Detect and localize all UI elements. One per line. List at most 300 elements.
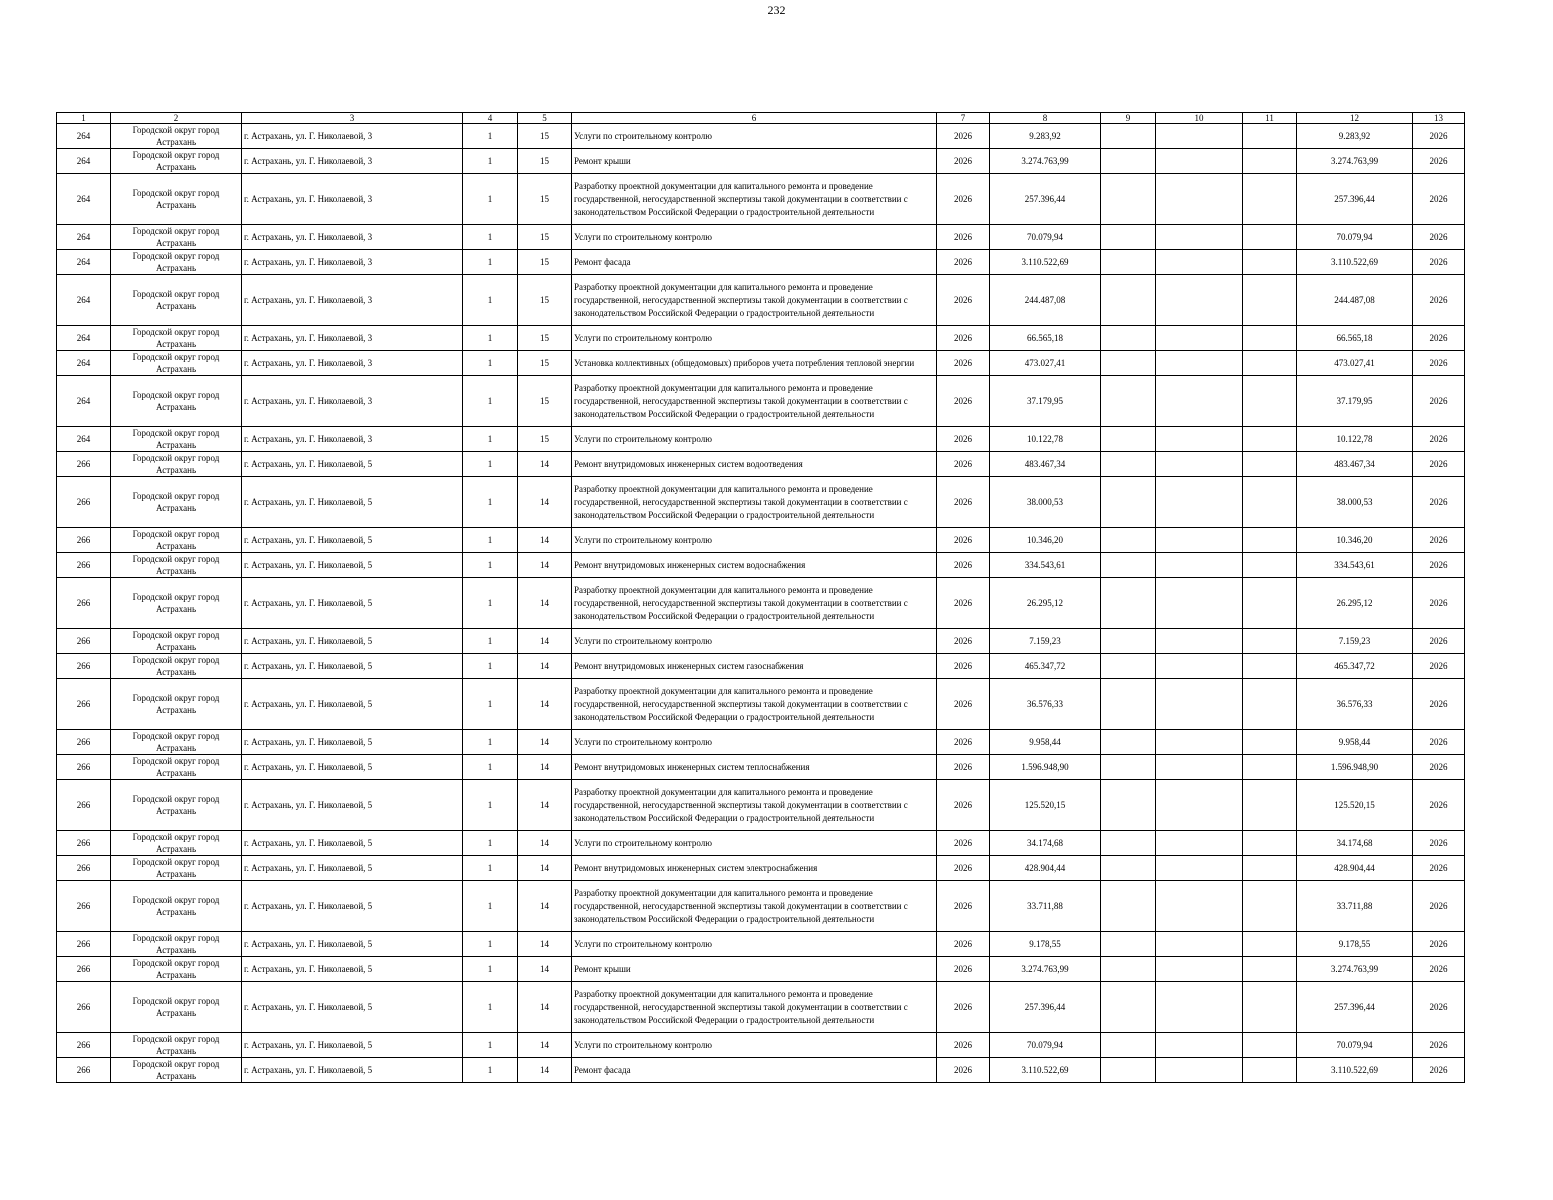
address-cell: г. Астрахань, ул. Г. Николаевой, 3 (242, 174, 463, 225)
row-number-cell: 266 (57, 1058, 111, 1083)
col11-cell (1243, 957, 1297, 982)
year-cell: 2026 (937, 831, 990, 856)
year-cell: 2026 (937, 654, 990, 679)
year-cell: 2026 (937, 275, 990, 326)
col4-cell: 1 (463, 755, 518, 780)
col4-cell: 1 (463, 679, 518, 730)
cost-cell: 10.122,78 (990, 427, 1101, 452)
total-cell: 473.027,41 (1297, 351, 1413, 376)
municipality-cell: Городской округ город Астрахань (111, 957, 242, 982)
col10-cell (1156, 250, 1243, 275)
year-cell: 2026 (937, 452, 990, 477)
col9-cell (1101, 427, 1156, 452)
col10-cell (1156, 149, 1243, 174)
table-body (57, 113, 1465, 1083)
header-cell: 4 (463, 113, 518, 124)
address-cell: г. Астрахань, ул. Г. Николаевой, 5 (242, 957, 463, 982)
work-type-cell: Услуги по строительному контролю (572, 225, 937, 250)
header-cell: 8 (990, 113, 1101, 124)
year-cell: 2026 (937, 528, 990, 553)
deadline-cell: 2026 (1413, 225, 1465, 250)
total-cell: 34.174,68 (1297, 831, 1413, 856)
cost-cell: 66.565,18 (990, 326, 1101, 351)
deadline-cell: 2026 (1413, 149, 1465, 174)
col10-cell (1156, 982, 1243, 1033)
table-row (57, 856, 1465, 881)
table-row (57, 578, 1465, 629)
address-cell: г. Астрахань, ул. Г. Николаевой, 5 (242, 528, 463, 553)
total-cell: 257.396,44 (1297, 174, 1413, 225)
cost-cell: 9.178,55 (990, 932, 1101, 957)
table-row (57, 225, 1465, 250)
row-number-cell: 266 (57, 780, 111, 831)
row-number-cell: 266 (57, 528, 111, 553)
col11-cell (1243, 881, 1297, 932)
deadline-cell: 2026 (1413, 730, 1465, 755)
row-number-cell: 266 (57, 578, 111, 629)
row-number-cell: 264 (57, 427, 111, 452)
col5-cell: 14 (518, 831, 572, 856)
col4-cell: 1 (463, 376, 518, 427)
work-type-cell: Услуги по строительному контролю (572, 124, 937, 149)
municipality-cell: Городской округ город Астрахань (111, 174, 242, 225)
col5-cell: 14 (518, 982, 572, 1033)
cost-cell: 257.396,44 (990, 982, 1101, 1033)
row-number-cell: 264 (57, 250, 111, 275)
table-row (57, 528, 1465, 553)
col11-cell (1243, 629, 1297, 654)
total-cell: 10.346,20 (1297, 528, 1413, 553)
col9-cell (1101, 1033, 1156, 1058)
col4-cell: 1 (463, 957, 518, 982)
deadline-cell: 2026 (1413, 629, 1465, 654)
col4-cell: 1 (463, 856, 518, 881)
total-cell: 125.520,15 (1297, 780, 1413, 831)
col4-cell: 1 (463, 174, 518, 225)
col9-cell (1101, 225, 1156, 250)
address-cell: г. Астрахань, ул. Г. Николаевой, 3 (242, 225, 463, 250)
col10-cell (1156, 856, 1243, 881)
col9-cell (1101, 452, 1156, 477)
work-type-cell: Разработку проектной документации для капитального ремонта и проведение государственной, негосударственной экспертизы такой документации в соответствии с законодательством Российской Федерации о градостроительной деятельности (572, 477, 937, 528)
cost-cell: 3.110.522,69 (990, 1058, 1101, 1083)
col5-cell: 14 (518, 881, 572, 932)
col10-cell (1156, 553, 1243, 578)
deadline-cell: 2026 (1413, 174, 1465, 225)
col11-cell (1243, 225, 1297, 250)
col5-cell: 14 (518, 679, 572, 730)
total-cell: 9.283,92 (1297, 124, 1413, 149)
total-cell: 1.596.948,90 (1297, 755, 1413, 780)
col11-cell (1243, 250, 1297, 275)
col11-cell (1243, 1033, 1297, 1058)
year-cell: 2026 (937, 780, 990, 831)
col10-cell (1156, 275, 1243, 326)
table-row (57, 1033, 1465, 1058)
address-cell: г. Астрахань, ул. Г. Николаевой, 5 (242, 881, 463, 932)
row-number-cell: 266 (57, 452, 111, 477)
table-row (57, 477, 1465, 528)
col9-cell (1101, 1058, 1156, 1083)
cost-cell: 70.079,94 (990, 225, 1101, 250)
table-row (57, 982, 1465, 1033)
row-number-cell: 266 (57, 957, 111, 982)
work-type-cell: Ремонт внутридомовых инженерных систем водоснабжения (572, 553, 937, 578)
col5-cell: 14 (518, 654, 572, 679)
cost-cell: 34.174,68 (990, 831, 1101, 856)
work-type-cell: Разработку проектной документации для капитального ремонта и проведение государственной, негосударственной экспертизы такой документации в соответствии с законодательством Российской Федерации о градостроительной деятельности (572, 174, 937, 225)
col5-cell: 14 (518, 452, 572, 477)
col9-cell (1101, 174, 1156, 225)
total-cell: 3.110.522,69 (1297, 250, 1413, 275)
col11-cell (1243, 654, 1297, 679)
municipality-cell: Городской округ город Астрахань (111, 477, 242, 528)
year-cell: 2026 (937, 351, 990, 376)
municipality-cell: Городской округ город Астрахань (111, 654, 242, 679)
total-cell: 3.274.763,99 (1297, 957, 1413, 982)
col5-cell: 15 (518, 225, 572, 250)
col4-cell: 1 (463, 982, 518, 1033)
col5-cell: 14 (518, 553, 572, 578)
table-row (57, 149, 1465, 174)
col11-cell (1243, 452, 1297, 477)
year-cell: 2026 (937, 629, 990, 654)
row-number-cell: 264 (57, 376, 111, 427)
table-row (57, 629, 1465, 654)
municipality-cell: Городской округ город Астрахань (111, 578, 242, 629)
address-cell: г. Астрахань, ул. Г. Николаевой, 5 (242, 553, 463, 578)
address-cell: г. Астрахань, ул. Г. Николаевой, 5 (242, 831, 463, 856)
year-cell: 2026 (937, 250, 990, 275)
col9-cell (1101, 578, 1156, 629)
header-cell: 10 (1156, 113, 1243, 124)
total-cell: 10.122,78 (1297, 427, 1413, 452)
row-number-cell: 266 (57, 755, 111, 780)
col10-cell (1156, 124, 1243, 149)
row-number-cell: 266 (57, 856, 111, 881)
address-cell: г. Астрахань, ул. Г. Николаевой, 3 (242, 427, 463, 452)
row-number-cell: 266 (57, 1033, 111, 1058)
table-row (57, 250, 1465, 275)
col5-cell: 14 (518, 957, 572, 982)
table-row (57, 780, 1465, 831)
municipality-cell: Городской округ город Астрахань (111, 452, 242, 477)
row-number-cell: 264 (57, 225, 111, 250)
deadline-cell: 2026 (1413, 780, 1465, 831)
col10-cell (1156, 578, 1243, 629)
address-cell: г. Астрахань, ул. Г. Николаевой, 3 (242, 326, 463, 351)
cost-cell: 483.467,34 (990, 452, 1101, 477)
col4-cell: 1 (463, 124, 518, 149)
table-row (57, 831, 1465, 856)
col11-cell (1243, 831, 1297, 856)
work-type-cell: Услуги по строительному контролю (572, 326, 937, 351)
col10-cell (1156, 1033, 1243, 1058)
col4-cell: 1 (463, 1033, 518, 1058)
col4-cell: 1 (463, 427, 518, 452)
col10-cell (1156, 679, 1243, 730)
deadline-cell: 2026 (1413, 250, 1465, 275)
table-row (57, 376, 1465, 427)
municipality-cell: Городской округ город Астрахань (111, 124, 242, 149)
address-cell: г. Астрахань, ул. Г. Николаевой, 5 (242, 679, 463, 730)
cost-cell: 26.295,12 (990, 578, 1101, 629)
col11-cell (1243, 755, 1297, 780)
col10-cell (1156, 629, 1243, 654)
cost-cell: 36.576,33 (990, 679, 1101, 730)
total-cell: 244.487,08 (1297, 275, 1413, 326)
deadline-cell: 2026 (1413, 553, 1465, 578)
address-cell: г. Астрахань, ул. Г. Николаевой, 5 (242, 932, 463, 957)
col5-cell: 14 (518, 1033, 572, 1058)
cost-cell: 334.543,61 (990, 553, 1101, 578)
work-type-cell: Разработку проектной документации для капитального ремонта и проведение государственной, негосударственной экспертизы такой документации в соответствии с законодательством Российской Федерации о градостроительной деятельности (572, 679, 937, 730)
address-cell: г. Астрахань, ул. Г. Николаевой, 5 (242, 730, 463, 755)
total-cell: 9.958,44 (1297, 730, 1413, 755)
col10-cell (1156, 174, 1243, 225)
header-cell: 7 (937, 113, 990, 124)
table-row (57, 174, 1465, 225)
total-cell: 70.079,94 (1297, 1033, 1413, 1058)
cost-cell: 9.283,92 (990, 124, 1101, 149)
municipality-cell: Городской округ город Астрахань (111, 528, 242, 553)
works-table (56, 112, 1465, 1083)
table-row (57, 957, 1465, 982)
col11-cell (1243, 326, 1297, 351)
year-cell: 2026 (937, 957, 990, 982)
col11-cell (1243, 1058, 1297, 1083)
deadline-cell: 2026 (1413, 477, 1465, 528)
deadline-cell: 2026 (1413, 452, 1465, 477)
work-type-cell: Разработку проектной документации для капитального ремонта и проведение государственной, негосударственной экспертизы такой документации в соответствии с законодательством Российской Федерации о градостроительной деятельности (572, 275, 937, 326)
col5-cell: 15 (518, 376, 572, 427)
header-cell: 13 (1413, 113, 1465, 124)
total-cell: 70.079,94 (1297, 225, 1413, 250)
deadline-cell: 2026 (1413, 427, 1465, 452)
table-row (57, 881, 1465, 932)
col4-cell: 1 (463, 275, 518, 326)
deadline-cell: 2026 (1413, 528, 1465, 553)
col11-cell (1243, 780, 1297, 831)
col11-cell (1243, 932, 1297, 957)
header-cell: 9 (1101, 113, 1156, 124)
year-cell: 2026 (937, 730, 990, 755)
table-row (57, 679, 1465, 730)
address-cell: г. Астрахань, ул. Г. Николаевой, 3 (242, 124, 463, 149)
col11-cell (1243, 376, 1297, 427)
address-cell: г. Астрахань, ул. Г. Николаевой, 5 (242, 654, 463, 679)
cost-cell: 9.958,44 (990, 730, 1101, 755)
col4-cell: 1 (463, 654, 518, 679)
col5-cell: 14 (518, 755, 572, 780)
col4-cell: 1 (463, 881, 518, 932)
col5-cell: 15 (518, 275, 572, 326)
work-type-cell: Услуги по строительному контролю (572, 629, 937, 654)
header-cell: 11 (1243, 113, 1297, 124)
work-type-cell: Разработку проектной документации для капитального ремонта и проведение государственной, негосударственной экспертизы такой документации в соответствии с законодательством Российской Федерации о градостроительной деятельности (572, 578, 937, 629)
year-cell: 2026 (937, 149, 990, 174)
cost-cell: 473.027,41 (990, 351, 1101, 376)
col10-cell (1156, 755, 1243, 780)
work-type-cell: Установка коллективных (общедомовых) приборов учета потребления тепловой энергии (572, 351, 937, 376)
municipality-cell: Городской округ город Астрахань (111, 1058, 242, 1083)
municipality-cell: Городской округ город Астрахань (111, 881, 242, 932)
deadline-cell: 2026 (1413, 755, 1465, 780)
table-row (57, 351, 1465, 376)
row-number-cell: 266 (57, 553, 111, 578)
table-row (57, 654, 1465, 679)
col9-cell (1101, 528, 1156, 553)
deadline-cell: 2026 (1413, 856, 1465, 881)
municipality-cell: Городской округ город Астрахань (111, 250, 242, 275)
deadline-cell: 2026 (1413, 376, 1465, 427)
cost-cell: 7.159,23 (990, 629, 1101, 654)
total-cell: 483.467,34 (1297, 452, 1413, 477)
cost-cell: 465.347,72 (990, 654, 1101, 679)
row-number-cell: 266 (57, 932, 111, 957)
work-type-cell: Услуги по строительному контролю (572, 427, 937, 452)
col10-cell (1156, 376, 1243, 427)
col11-cell (1243, 149, 1297, 174)
address-cell: г. Астрахань, ул. Г. Николаевой, 5 (242, 452, 463, 477)
row-number-cell: 266 (57, 477, 111, 528)
header-cell: 3 (242, 113, 463, 124)
cost-cell: 37.179,95 (990, 376, 1101, 427)
cost-cell: 244.487,08 (990, 275, 1101, 326)
col11-cell (1243, 528, 1297, 553)
col5-cell: 15 (518, 351, 572, 376)
table-row (57, 932, 1465, 957)
work-type-cell: Ремонт внутридомовых инженерных систем теплоснабжения (572, 755, 937, 780)
col9-cell (1101, 780, 1156, 831)
work-type-cell: Разработку проектной документации для капитального ремонта и проведение государственной, негосударственной экспертизы такой документации в соответствии с законодательством Российской Федерации о градостроительной деятельности (572, 780, 937, 831)
header-cell: 12 (1297, 113, 1413, 124)
col9-cell (1101, 932, 1156, 957)
cost-cell: 125.520,15 (990, 780, 1101, 831)
year-cell: 2026 (937, 477, 990, 528)
col4-cell: 1 (463, 149, 518, 174)
col11-cell (1243, 553, 1297, 578)
col4-cell: 1 (463, 553, 518, 578)
year-cell: 2026 (937, 174, 990, 225)
year-cell: 2026 (937, 856, 990, 881)
address-cell: г. Астрахань, ул. Г. Николаевой, 3 (242, 250, 463, 275)
year-cell: 2026 (937, 225, 990, 250)
work-type-cell: Ремонт фасада (572, 1058, 937, 1083)
address-cell: г. Астрахань, ул. Г. Николаевой, 5 (242, 982, 463, 1033)
col9-cell (1101, 881, 1156, 932)
municipality-cell: Городской округ город Астрахань (111, 225, 242, 250)
cost-cell: 38.000,53 (990, 477, 1101, 528)
total-cell: 3.110.522,69 (1297, 1058, 1413, 1083)
address-cell: г. Астрахань, ул. Г. Николаевой, 5 (242, 1058, 463, 1083)
col11-cell (1243, 730, 1297, 755)
address-cell: г. Астрахань, ул. Г. Николаевой, 3 (242, 149, 463, 174)
row-number-cell: 264 (57, 351, 111, 376)
header-cell: 2 (111, 113, 242, 124)
municipality-cell: Городской округ город Астрахань (111, 427, 242, 452)
col10-cell (1156, 1058, 1243, 1083)
col9-cell (1101, 376, 1156, 427)
work-type-cell: Услуги по строительному контролю (572, 932, 937, 957)
col10-cell (1156, 477, 1243, 528)
col9-cell (1101, 730, 1156, 755)
row-number-cell: 266 (57, 654, 111, 679)
col9-cell (1101, 275, 1156, 326)
col5-cell: 15 (518, 427, 572, 452)
table-row (57, 326, 1465, 351)
address-cell: г. Астрахань, ул. Г. Николаевой, 5 (242, 629, 463, 654)
address-cell: г. Астрахань, ул. Г. Николаевой, 5 (242, 477, 463, 528)
col9-cell (1101, 326, 1156, 351)
row-number-cell: 266 (57, 730, 111, 755)
row-number-cell: 266 (57, 881, 111, 932)
col10-cell (1156, 452, 1243, 477)
col4-cell: 1 (463, 250, 518, 275)
municipality-cell: Городской округ город Астрахань (111, 730, 242, 755)
total-cell: 428.904,44 (1297, 856, 1413, 881)
col5-cell: 14 (518, 528, 572, 553)
col4-cell: 1 (463, 326, 518, 351)
col4-cell: 1 (463, 780, 518, 831)
total-cell: 7.159,23 (1297, 629, 1413, 654)
cost-cell: 3.274.763,99 (990, 149, 1101, 174)
municipality-cell: Городской округ город Астрахань (111, 831, 242, 856)
address-cell: г. Астрахань, ул. Г. Николаевой, 5 (242, 856, 463, 881)
col10-cell (1156, 528, 1243, 553)
cost-cell: 428.904,44 (990, 856, 1101, 881)
col5-cell: 14 (518, 629, 572, 654)
deadline-cell: 2026 (1413, 578, 1465, 629)
col9-cell (1101, 250, 1156, 275)
row-number-cell: 264 (57, 124, 111, 149)
col11-cell (1243, 578, 1297, 629)
col10-cell (1156, 326, 1243, 351)
col10-cell (1156, 351, 1243, 376)
col10-cell (1156, 730, 1243, 755)
col4-cell: 1 (463, 351, 518, 376)
deadline-cell: 2026 (1413, 881, 1465, 932)
table-row (57, 452, 1465, 477)
col11-cell (1243, 351, 1297, 376)
municipality-cell: Городской округ город Астрахань (111, 149, 242, 174)
col9-cell (1101, 831, 1156, 856)
work-type-cell: Услуги по строительному контролю (572, 730, 937, 755)
col9-cell (1101, 957, 1156, 982)
address-cell: г. Астрахань, ул. Г. Николаевой, 5 (242, 780, 463, 831)
col10-cell (1156, 225, 1243, 250)
col11-cell (1243, 679, 1297, 730)
header-cell: 6 (572, 113, 937, 124)
deadline-cell: 2026 (1413, 982, 1465, 1033)
municipality-cell: Городской округ город Астрахань (111, 376, 242, 427)
cost-cell: 33.711,88 (990, 881, 1101, 932)
col11-cell (1243, 275, 1297, 326)
municipality-cell: Городской округ город Астрахань (111, 932, 242, 957)
work-type-cell: Услуги по строительному контролю (572, 528, 937, 553)
municipality-cell: Городской округ город Астрахань (111, 755, 242, 780)
col9-cell (1101, 654, 1156, 679)
cost-cell: 3.274.763,99 (990, 957, 1101, 982)
cost-cell: 10.346,20 (990, 528, 1101, 553)
work-type-cell: Ремонт внутридомовых инженерных систем водоотведения (572, 452, 937, 477)
total-cell: 9.178,55 (1297, 932, 1413, 957)
deadline-cell: 2026 (1413, 679, 1465, 730)
col4-cell: 1 (463, 452, 518, 477)
col10-cell (1156, 932, 1243, 957)
deadline-cell: 2026 (1413, 831, 1465, 856)
col5-cell: 14 (518, 1058, 572, 1083)
